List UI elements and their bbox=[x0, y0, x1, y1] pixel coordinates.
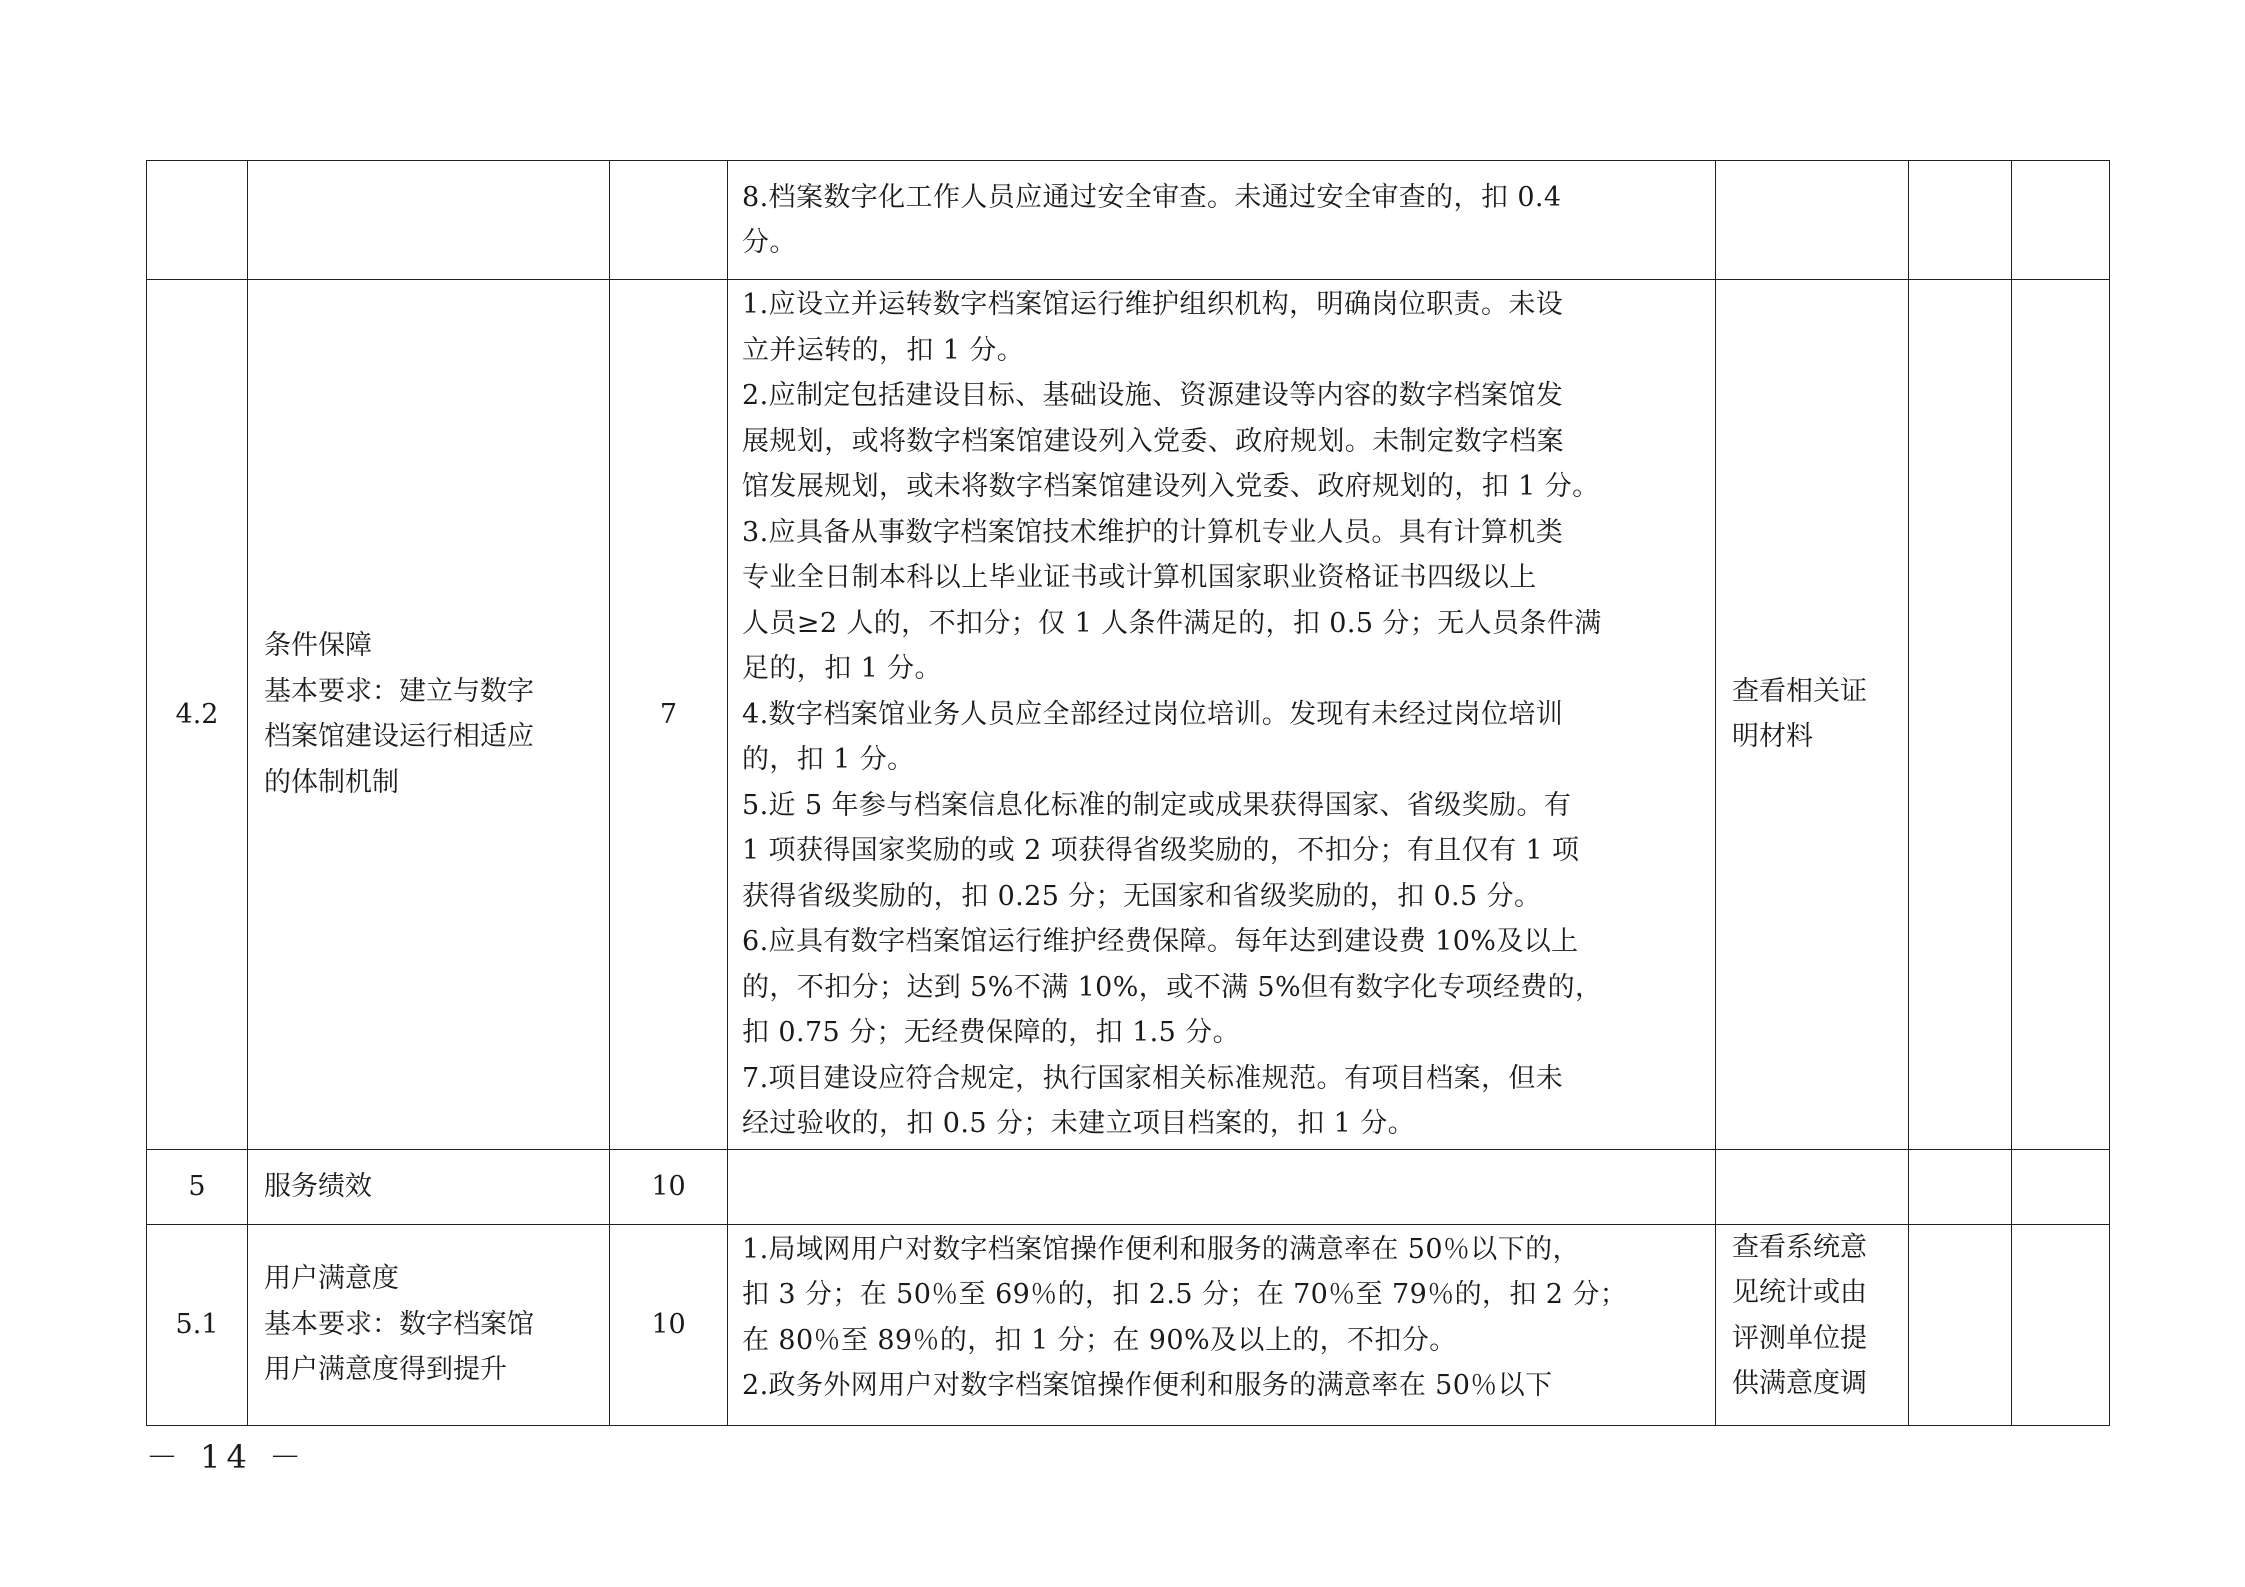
item-name-line: 服务绩效 bbox=[264, 1170, 372, 1202]
blank-cell bbox=[2012, 1224, 2110, 1425]
criteria-line: 1.应设立并运转数字档案馆运行维护组织机构，明确岗位职责。未设 bbox=[742, 289, 1564, 320]
item-number-cell bbox=[147, 161, 248, 280]
criteria-line: 扣 0.75 分；无经费保障的，扣 1.5 分。 bbox=[742, 1017, 1240, 1048]
criteria-line: 的，不扣分；达到 5%不满 10%，或不满 5%但有数字化专项经费的， bbox=[742, 971, 1603, 1003]
criteria-line: 获得省级奖励的，扣 0.25 分；无国家和省级奖励的，扣 0.5 分。 bbox=[742, 880, 1542, 912]
blank-cell bbox=[2012, 161, 2110, 280]
item-number-cell: 5 bbox=[147, 1149, 248, 1224]
table-row bbox=[147, 1149, 2110, 1224]
criteria-line: 在 80％至 89％的，扣 1 分；在 90%及以上的，不扣分。 bbox=[742, 1324, 1457, 1356]
table-row bbox=[147, 1224, 2110, 1425]
criteria-line: 展规划，或将数字档案馆建设列入党委、政府规划。未制定数字档案 bbox=[742, 425, 1564, 457]
criteria-cell bbox=[728, 1149, 1716, 1224]
item-name-cell bbox=[248, 1149, 610, 1224]
item-name-line: 基本要求：建立与数字 bbox=[264, 675, 534, 707]
score-cell: 10 bbox=[610, 1224, 728, 1425]
blank-cell bbox=[1909, 280, 2012, 1150]
criteria-line: 1.局域网用户对数字档案馆操作便利和服务的满意率在 50％以下的， bbox=[742, 1233, 1580, 1265]
criteria-cell bbox=[728, 161, 1716, 280]
criteria-line: 5.近 5 年参与档案信息化标准的制定或成果获得国家、省级奖励。有 bbox=[742, 789, 1572, 821]
criteria-line: 3.应具备从事数字档案馆技术维护的计算机专业人员。具有计算机类 bbox=[742, 516, 1564, 548]
blank-cell bbox=[1909, 1149, 2012, 1224]
evaluation-table bbox=[146, 160, 2110, 1426]
item-name-cell bbox=[248, 1224, 610, 1425]
blank-cell bbox=[2012, 280, 2110, 1150]
item-name-line: 基本要求：数字档案馆 bbox=[264, 1308, 534, 1340]
method-cell bbox=[1716, 1149, 1909, 1224]
method-line: 明材料 bbox=[1732, 721, 1813, 753]
criteria-line: 人员≥2 人的，不扣分；仅 1 人条件满足的，扣 0.5 分；无人员条件满 bbox=[742, 607, 1602, 639]
score-cell: 7 bbox=[610, 280, 728, 1150]
method-line: 评测单位提 bbox=[1732, 1322, 1867, 1354]
criteria-line: 8.档案数字化工作人员应通过安全审查。未通过安全审查的，扣 0.4 bbox=[742, 181, 1562, 213]
method-line: 查看系统意 bbox=[1732, 1231, 1867, 1263]
blank-cell bbox=[2012, 1149, 2110, 1224]
blank-cell bbox=[1909, 1224, 2012, 1425]
criteria-cell bbox=[728, 280, 1716, 1150]
item-name-cell bbox=[248, 161, 610, 280]
score-cell bbox=[610, 161, 728, 280]
item-name-line: 条件保障 bbox=[264, 630, 372, 662]
criteria-line: 专业全日制本科以上毕业证书或计算机国家职业资格证书四级以上 bbox=[742, 562, 1537, 593]
item-name-line: 用户满意度得到提升 bbox=[264, 1354, 507, 1386]
score-cell: 10 bbox=[610, 1149, 728, 1224]
table-row bbox=[147, 161, 2110, 280]
criteria-line: 足的，扣 1 分。 bbox=[742, 653, 942, 684]
criteria-line: 7.项目建设应符合规定，执行国家相关标准规范。有项目档案，但未 bbox=[742, 1062, 1564, 1094]
criteria-line: 分。 bbox=[742, 227, 797, 258]
item-name-line: 档案馆建设运行相适应 bbox=[264, 721, 534, 753]
criteria-line: 2.应制定包括建设目标、基础设施、资源建设等内容的数字档案馆发 bbox=[742, 380, 1564, 411]
item-number-cell: 5.1 bbox=[147, 1224, 248, 1425]
criteria-cell bbox=[728, 1224, 1716, 1425]
item-name-cell bbox=[248, 280, 610, 1150]
criteria-line: 6.应具有数字档案馆运行维护经费保障。每年达到建设费 10%及以上 bbox=[742, 926, 1579, 957]
method-line: 见统计或由 bbox=[1732, 1277, 1867, 1308]
criteria-line: 经过验收的，扣 0.5 分；未建立项目档案的，扣 1 分。 bbox=[742, 1108, 1416, 1139]
item-number-cell: 4.2 bbox=[147, 280, 248, 1150]
criteria-line: 扣 3 分；在 50％至 69％的，扣 2.5 分；在 70％至 79％的，扣 2 分； bbox=[742, 1279, 1628, 1310]
page-number: － 14 － bbox=[146, 1438, 308, 1476]
method-cell bbox=[1716, 280, 1909, 1150]
criteria-line: 2.政务外网用户对数字档案馆操作便利和服务的满意率在 50％以下 bbox=[742, 1370, 1553, 1401]
item-name-line: 的体制机制 bbox=[264, 766, 399, 798]
method-cell bbox=[1716, 161, 1909, 280]
method-cell bbox=[1716, 1224, 1909, 1425]
criteria-line: 立并运转的，扣 1 分。 bbox=[742, 334, 1025, 366]
criteria-line: 1 项获得国家奖励的或 2 项获得省级奖励的，不扣分；有且仅有 1 项 bbox=[742, 835, 1580, 866]
criteria-line: 馆发展规划，或未将数字档案馆建设列入党委、政府规划的，扣 1 分。 bbox=[742, 471, 1600, 502]
criteria-line: 4.数字档案馆业务人员应全部经过岗位培训。发现有未经过岗位培训 bbox=[742, 698, 1564, 730]
table-row bbox=[147, 280, 2110, 1150]
method-line: 供满意度调 bbox=[1732, 1368, 1867, 1399]
blank-cell bbox=[1909, 161, 2012, 280]
item-name-line: 用户满意度 bbox=[264, 1263, 399, 1295]
criteria-line: 的，扣 1 分。 bbox=[742, 744, 915, 775]
method-line: 查看相关证 bbox=[1732, 675, 1867, 707]
